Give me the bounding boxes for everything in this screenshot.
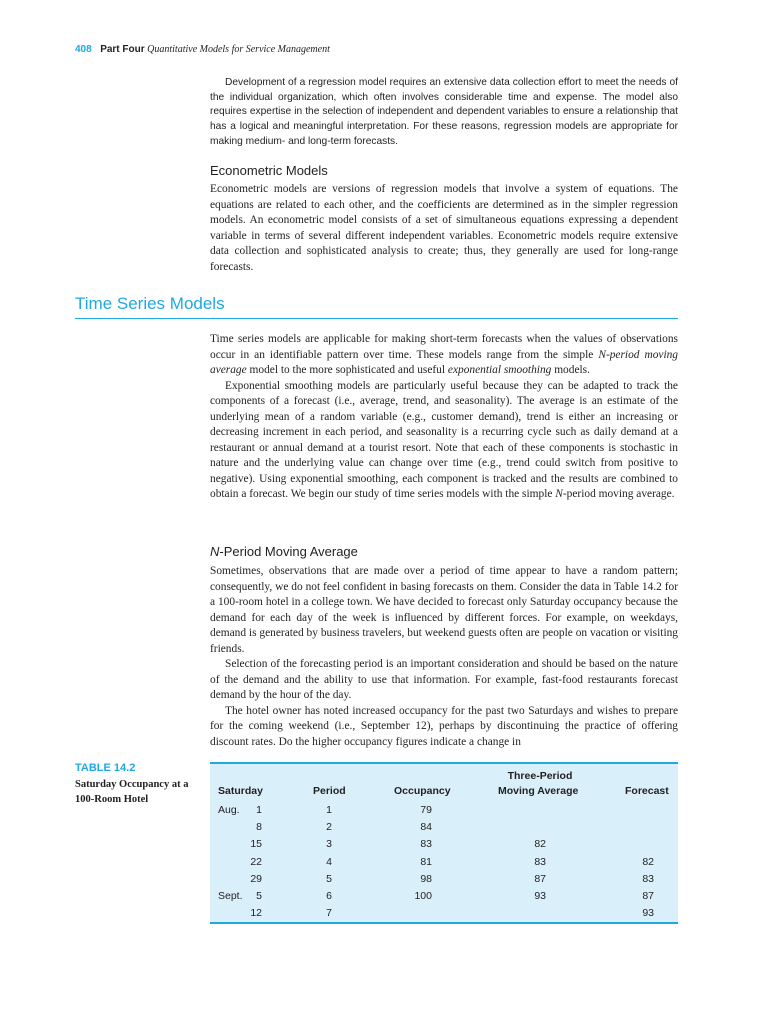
cell-day: 22 (250, 855, 262, 868)
cell-day: 15 (250, 838, 262, 851)
cell-period: 3 (326, 838, 332, 851)
header-mavg-line1: Three-Period (507, 770, 573, 782)
occupancy-table (210, 762, 678, 924)
cell-period: 1 (326, 804, 332, 816)
econometric-body (210, 182, 678, 275)
table-caption: Saturday Occupancy at a 100-Room Hotel (75, 779, 189, 805)
header-mavg-line2: Moving Average (498, 785, 579, 797)
table-row (210, 856, 678, 873)
header-occupancy: Occupancy (394, 785, 451, 797)
table-number: TABLE 14.2 (75, 762, 136, 774)
cell-forecast: 82 (642, 855, 654, 868)
moving-average-paragraph-3: The hotel owner has noted increased occupancy for the past two Saturdays and wishes to prepare for the coming weekend (i.e., September 12), perhaps by discontinuing the practice of offering discount rates. Do the higher occupancy figures indicate a change in (210, 704, 678, 748)
cell-moving-average: 87 (534, 872, 546, 885)
cell-day: 1 (256, 804, 262, 816)
cell-period: 5 (326, 872, 332, 885)
cell-month: Aug. (218, 804, 240, 816)
table-row (210, 804, 678, 821)
section-heading: Time Series Models (75, 294, 225, 313)
table-row (210, 890, 678, 907)
cell-month: Sept. (218, 890, 243, 902)
cell-forecast: 93 (642, 907, 654, 920)
cell-occupancy: 98 (420, 872, 432, 885)
cell-forecast: 87 (642, 890, 654, 902)
cell-period: 7 (326, 907, 332, 920)
page-number: 408 (75, 44, 92, 55)
cell-occupancy: 83 (420, 838, 432, 851)
running-head (75, 44, 330, 55)
cell-day: 29 (250, 872, 262, 885)
cell-day: 8 (256, 821, 262, 834)
moving-average-paragraph-1: Sometimes, observations that are made over a period of time appear to have a random pattern; consequently, we do not feel confident in basing forecasts on them. Consider the data in Table 14.2 for a 100-room hotel in a college town. We have decided to forecast only Saturday occupancy because the demand for each day of the week is influenced by different forces. For example, on weekdays, demand is generated by business travelers, but weekend guests often are people on vacation or visiting friends. (210, 565, 678, 655)
table-row (210, 821, 678, 838)
econometric-paragraph: Econometric models are versions of regression models that involve a system of equations. The equations are related to each other, and the coefficients are determined as in the simpler regression models. An econometric model consists of a set of simultaneous equations expressing a dependent variable in terms of several different independent variables. Econometric models require extensive data collection and sophisticated analysis to create; thus, they generally are used for long-range forecasts. (210, 183, 678, 273)
section-rule (75, 318, 678, 319)
cell-period: 4 (326, 855, 332, 868)
cell-moving-average: 83 (534, 855, 546, 868)
intro-paragraph: Development of a regression model requires an extensive data collection effort to meet the needs of the individual organization, which often involves considerable time and expense. The model also requires expertise in the selection of independent and dependent variables to ensure a relationship that has a logical and meaningful interpretation. For these reasons, regression models are appropriate for making medium- and long-term forecasts. (210, 77, 678, 147)
cell-forecast: 83 (642, 872, 654, 885)
table-label (75, 762, 195, 807)
econometric-heading: Econometric Models (210, 163, 328, 178)
moving-average-paragraph-2: Selection of the forecasting period is an important consideration and should be based on the nature of the demand and the ability to use that information. For example, fast-food restaurants forecast demand by the hour of the day. (210, 658, 678, 701)
cell-occupancy: 84 (420, 821, 432, 834)
table-row (210, 838, 678, 855)
moving-average-heading: N-Period Moving Average (210, 544, 358, 559)
header-forecast: Forecast (625, 785, 669, 797)
header-period: Period (313, 785, 346, 797)
part-label: Part Four (100, 44, 145, 55)
time-series-body (210, 332, 678, 503)
time-series-paragraph-1: Time series models are applicable for making short-term forecasts when the values of observations occur in an identifiable pattern over time. These models range from the simple N-period moving average model to the more sophisticated and useful exponential smoothing models. (210, 333, 679, 376)
moving-average-body (210, 564, 678, 750)
part-title: Quantitative Models for Service Management (147, 44, 330, 55)
time-series-paragraph-2: Exponential smoothing models are particularly useful because they can be adapted to track the components of a forecast (i.e., average, trend, and seasonality). The average is an estimate of the underlying mean of a random variable (e.g., customer demand), trend is either an increasing or decreasing increment in each period, and seasonality is a recurring cycle such as daily demand at a restaurant or annual demand at a tourist resort. Note that each of these components is stochastic in nature and the underlying value can change over time (e.g., trend could switch from positive to negative). Using exponential smoothing, each component is tracked and the results are combined to obtain a forecast. We begin our study of time series models with the simple N-period moving average. (210, 379, 678, 500)
table-row (210, 907, 678, 924)
header-saturday: Saturday (218, 785, 263, 797)
cell-period: 6 (326, 890, 332, 902)
cell-period: 2 (326, 821, 332, 834)
cell-day: 5 (256, 890, 262, 902)
cell-day: 12 (250, 907, 262, 920)
cell-occupancy: 79 (420, 804, 432, 816)
cell-moving-average: 93 (534, 890, 546, 902)
cell-moving-average: 82 (534, 838, 546, 851)
table-row (210, 873, 678, 890)
cell-occupancy: 81 (420, 855, 432, 868)
cell-occupancy: 100 (414, 890, 432, 902)
